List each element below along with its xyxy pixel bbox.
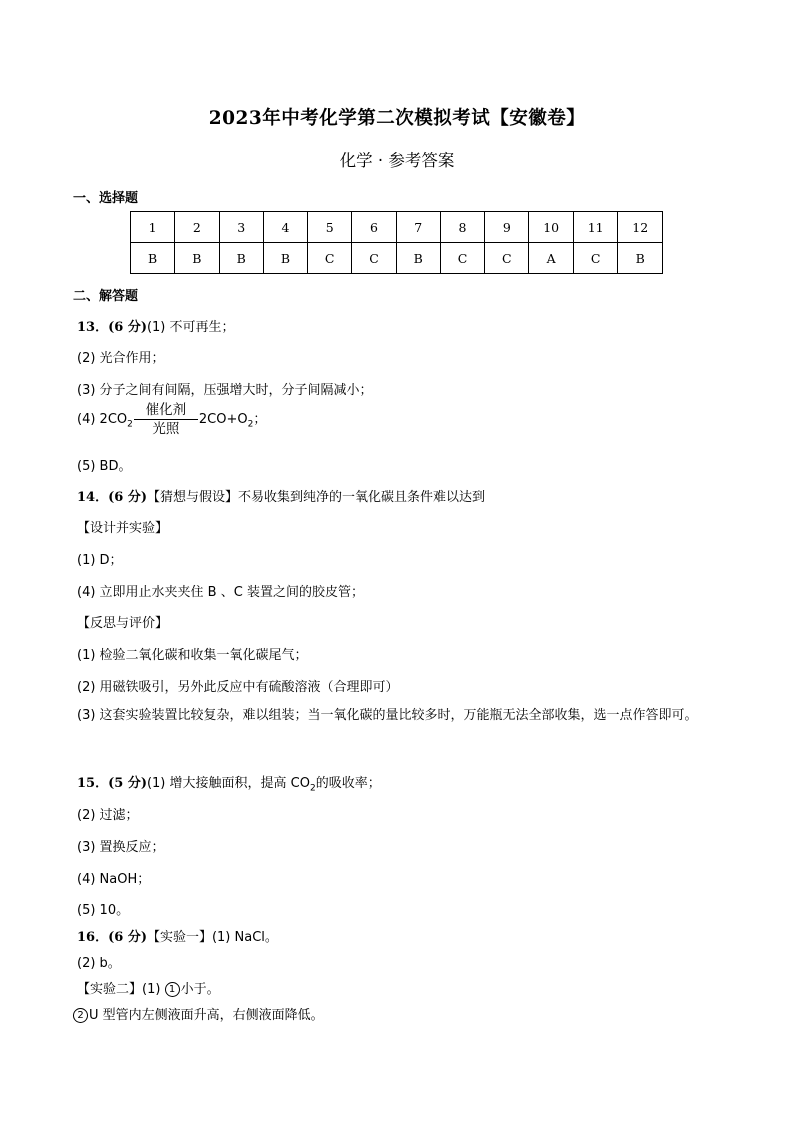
q13-number: 13．(6 分) [77, 320, 147, 335]
q16-line1 [77, 926, 278, 945]
q15-number: 15．(5 分) [77, 776, 147, 791]
question-number-cell: 2 [175, 212, 219, 243]
q13-a4-product-sub: 2 [247, 419, 254, 430]
q14-text-6: (1) 检验二氧化碳和收集一氧化碳尾气； [77, 648, 308, 663]
circled-number-two: 2 [73, 1008, 88, 1023]
q13-answer-3: (3) 分子之间有间隔，压强增大时，分子间隔减小； [77, 383, 373, 398]
answer-cell: C [573, 243, 617, 274]
q15-a1-post: 的吸收率； [315, 776, 381, 791]
answer-cell: A [529, 243, 573, 274]
answer-table-answer-row [131, 243, 663, 274]
reaction-condition [134, 402, 198, 437]
page-title: 2023年中考化学第二次模拟考试【安徽卷】 [208, 108, 586, 129]
q15-a1-sub: 2 [309, 783, 316, 794]
section-heading-solution: 二、解答题 [73, 289, 139, 304]
answer-cell: B [396, 243, 440, 274]
question-number-cell: 7 [396, 212, 440, 243]
q13-a4-sub: 2 [127, 419, 133, 430]
question-number-cell: 9 [485, 212, 529, 243]
page-subtitle: 化学 · 参考答案 [339, 151, 455, 170]
question-number-cell: 4 [263, 212, 307, 243]
q16-text-3 [77, 978, 220, 997]
q14-text-4: (4) 立即用止水夹夹住 B 、C 装置之间的胶皮管； [77, 585, 364, 600]
answer-cell: C [440, 243, 484, 274]
answer-table [130, 211, 663, 274]
q13-a4-end: ； [253, 412, 267, 427]
equation-bar [134, 419, 198, 420]
q15-answer-4: (4) NaOH； [77, 872, 151, 887]
question-number-cell: 8 [440, 212, 484, 243]
q14-text-2: 【设计并实验】 [77, 521, 169, 536]
q16-l3-pre: 【实验二】(1) [77, 982, 165, 997]
answer-cell: B [263, 243, 307, 274]
q16-l4: U 型管内左侧液面升高，右侧液面降低。 [89, 1008, 324, 1023]
q15-line1 [77, 772, 381, 794]
condition-catalyst: 催化剂 [145, 402, 187, 418]
q13-answer-2: (2) 光合作用； [77, 351, 165, 366]
circled-number-one: 1 [165, 982, 180, 997]
question-number-cell: 11 [573, 212, 617, 243]
q16-text-1: 【实验一】(1) NaCl。 [146, 930, 278, 945]
q15-answer-3: (3) 置换反应； [77, 840, 165, 855]
q13-answer-4 [77, 402, 266, 437]
q15-answer-5: (5) 10。 [77, 903, 130, 918]
q14-line1 [77, 486, 485, 505]
answer-cell: C [352, 243, 396, 274]
q14-text-3: (1) D； [77, 553, 123, 568]
q13-line1 [77, 316, 235, 335]
answer-cell: B [219, 243, 263, 274]
q15-a1-pre: (1) 增大接触面积，提高 CO [146, 776, 310, 791]
answer-cell: B [175, 243, 219, 274]
q13-answer-5: (5) BD。 [77, 459, 132, 474]
question-number-cell: 3 [219, 212, 263, 243]
question-number-cell: 12 [618, 212, 663, 243]
q16-l3-post: 小于。 [180, 982, 220, 997]
q15-answer-2: (2) 过滤； [77, 808, 139, 823]
answer-table-number-row [131, 212, 663, 243]
q14-text-5: 【反思与评价】 [77, 616, 169, 631]
q14-number: 14．(6 分) [77, 490, 147, 505]
condition-light: 光照 [152, 421, 180, 437]
q16-number: 16．(6 分) [77, 930, 147, 945]
question-number-cell: 10 [529, 212, 573, 243]
question-number-cell: 5 [308, 212, 352, 243]
answer-cell: C [308, 243, 352, 274]
answer-cell: C [485, 243, 529, 274]
question-number-cell: 1 [131, 212, 175, 243]
section-heading-choice: 一、选择题 [73, 191, 139, 206]
q13-a4-prefix: (4) 2CO [77, 412, 128, 427]
q14-text-7: (2) 用磁铁吸引，另外此反应中有硫酸溶液（合理即可） [77, 680, 399, 695]
question-number-cell: 6 [352, 212, 396, 243]
answer-cell: B [131, 243, 175, 274]
q13-a4-product: 2CO+O [198, 412, 248, 427]
q16-text-2: (2) b。 [77, 956, 121, 971]
q16-text-4 [73, 1004, 324, 1023]
q14-text-1: 【猜想与假设】不易收集到纯净的一氧化碳且条件难以达到 [146, 490, 485, 505]
answer-cell: B [618, 243, 663, 274]
q13-answer-1: (1) 不可再生； [146, 320, 235, 335]
q14-text-8: (3) 这套实验装置比较复杂，难以组装；当一氧化碳的量比较多时，万能瓶无法全部收集，选一点作答即可。 [77, 708, 698, 723]
